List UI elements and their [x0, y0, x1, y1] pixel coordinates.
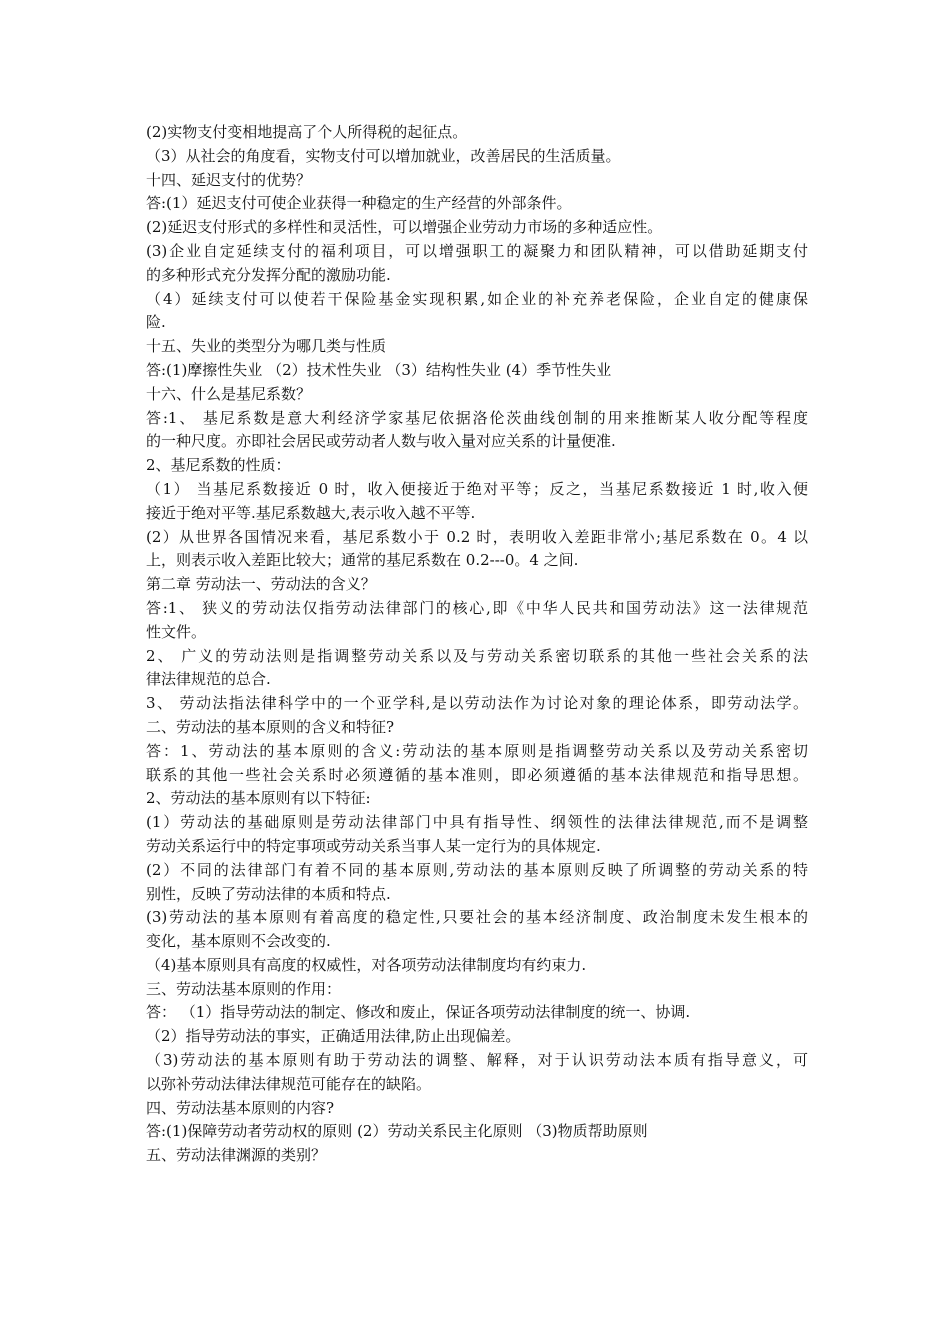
text-line: 2、 广义的劳动法则是指调整劳动关系以及与劳动关系密切联系的其他一些社会关系的法: [146, 646, 808, 665]
text-line: 答:(1）延迟支付可使企业获得一种稳定的生产经营的外部条件。: [146, 194, 572, 213]
text-line: (3)劳动法的基本原则有着高度的稳定性,只要社会的基本经济制度、政治制度未发生根本的: [146, 908, 808, 927]
text-line: （3)劳动法的基本原则有助于劳动法的调整、解释，对于认识劳动法本质有指导意义，可: [146, 1051, 808, 1070]
text-line: 接近于绝对平等.基尼系数越大,表示收入越不平等.: [146, 503, 476, 522]
text-line: 劳动关系运行中的特定事项或劳动关系当事人某一定行为的具体规定.: [146, 836, 601, 855]
text-line: 的一种尺度。亦即社会居民或劳动者人数与收入量对应关系的计量便准.: [146, 432, 616, 451]
text-line: 答:(1)摩擦性失业 （2）技术性失业 （3）结构性失业 (4）季节性失业: [146, 360, 612, 379]
text-line: 险.: [146, 313, 166, 332]
text-line: 答： （1）指导劳动法的制定、修改和废止，保证各项劳动法律制度的统一、协调.: [146, 1003, 691, 1022]
text-line: (2）从世界各国情况来看，基尼系数小于 0.2 时，表明收入差距非常小;基尼系数在 0。4 以: [146, 527, 808, 546]
text-line: （4)基本原则具有高度的权威性，对各项劳动法律制度均有约束力.: [146, 955, 587, 974]
text-line: 十四、延迟支付的优势？: [146, 170, 312, 189]
text-line: 五、劳动法律渊源的类别？: [146, 1146, 327, 1165]
text-line: 十五、失业的类型分为哪几类与性质: [146, 337, 387, 356]
text-line: 十六、什么是基尼系数？: [146, 384, 312, 403]
text-line: 2、劳动法的基本原则有以下特征:: [146, 789, 371, 808]
text-line: （2）指导劳动法的事实，正确适用法律,防止出现偏差。: [146, 1027, 521, 1046]
text-line: 上，则表示收入差距比较大；通常的基尼系数在 0.2---0。4 之间.: [146, 551, 579, 570]
text-line: 性文件。: [146, 622, 207, 641]
text-line: 四、劳动法基本原则的内容?: [146, 1098, 335, 1117]
text-line: 以弥补劳动法律法律规范可能存在的缺陷。: [146, 1074, 432, 1093]
text-line: 律法律规范的总合.: [146, 670, 271, 689]
text-line: 答:(1)保障劳动者劳动权的原则 (2）劳动关系民主化原则 （3)物质帮助原则: [146, 1122, 648, 1141]
text-line: 2、基尼系数的性质：: [146, 456, 291, 475]
text-line: （1） 当基尼系数接近 0 时，收入便接近于绝对平等；反之，当基尼系数接近 1 时,收入便: [146, 479, 808, 498]
text-line: 第二章 劳动法一、劳动法的含义？: [146, 575, 376, 594]
text-line: 三、劳动法基本原则的作用：: [146, 979, 342, 998]
text-line: 变化，基本原则不会改变的.: [146, 932, 331, 951]
text-line: (2）不同的法律部门有着不同的基本原则,劳动法的基本原则反映了所调整的劳动关系的特: [146, 860, 808, 879]
text-line: 别性，反映了劳动法律的本质和特点.: [146, 884, 391, 903]
text-line: (2)实物支付变相地提高了个人所得税的起征点。: [146, 123, 468, 141]
text-line: （3）从社会的角度看，实物支付可以增加就业，改善居民的生活质量。: [146, 146, 621, 165]
text-line: (3)企业自定延续支付的福利项目，可以增强职工的凝聚力和团队精神，可以借助延期支付: [146, 241, 808, 260]
text-line: 答:1、 基尼系数是意大利经济学家基尼依据洛伦茨曲线创制的用来推断某人收分配等程度: [146, 408, 808, 427]
document-body: [146, 121, 808, 1168]
text-line: 3、 劳动法指法律科学中的一个亚学科,是以劳动法作为讨论对象的理论体系，即劳动法学。: [146, 694, 808, 713]
text-line: 的多种形式充分发挥分配的激励功能.: [146, 265, 391, 284]
text-line: (2)延迟支付形式的多样性和灵活性，可以增强企业劳动力市场的多种适应性。: [146, 218, 663, 237]
text-line: （4）延续支付可以使若干保险基金实现积累,如企业的补充养老保险，企业自定的健康保: [146, 289, 808, 308]
text-line: 二、劳动法的基本原则的含义和特征?: [146, 717, 395, 736]
text-line: 联系的其他一些社会关系时必须遵循的基本准则，即必须遵循的基本法律规范和指导思想。: [146, 765, 808, 784]
text-line: (1）劳动法的基础原则是劳动法律部门中具有指导性、纲领性的法律法律规范,而不是调整: [146, 813, 808, 832]
text-line: 答：1、劳动法的基本原则的含义:劳动法的基本原则是指调整劳动关系以及劳动关系密切: [146, 741, 808, 760]
text-line: 答:1、 狭义的劳动法仅指劳动法律部门的核心,即《中华人民共和国劳动法》这一法律规范: [146, 598, 808, 617]
